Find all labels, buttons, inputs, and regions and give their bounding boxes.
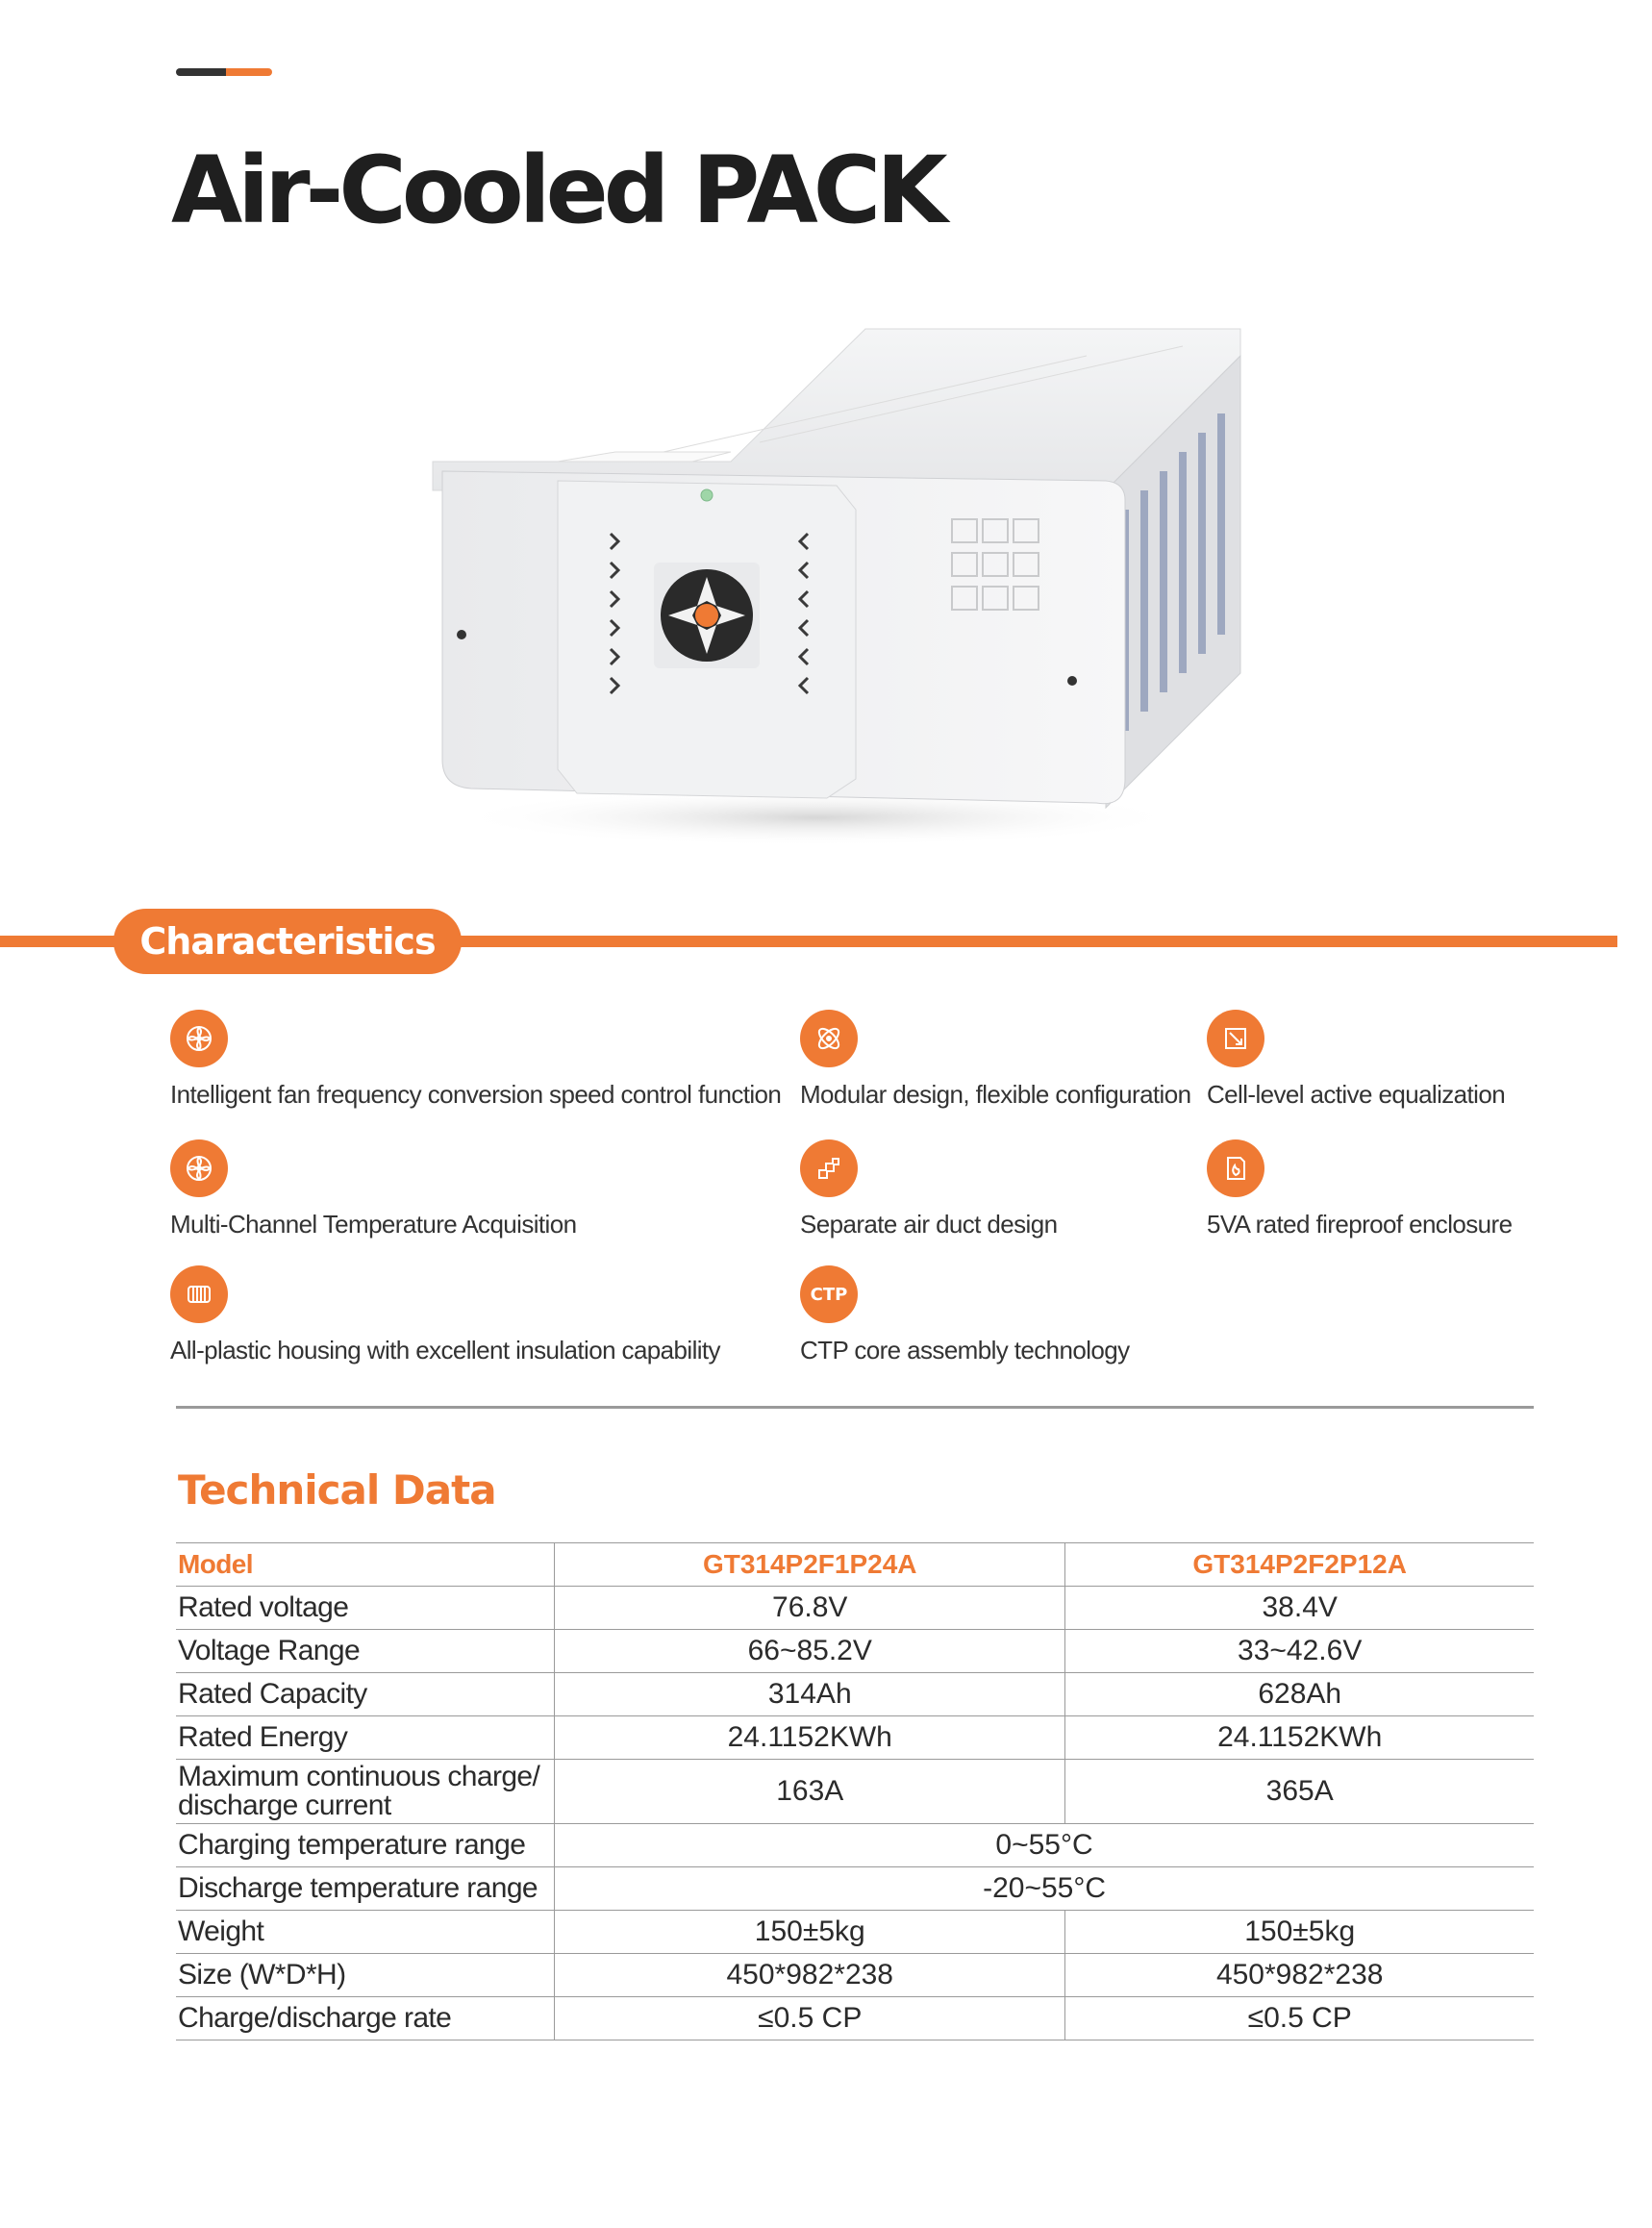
table-row <box>176 1760 1534 1824</box>
row-label: Discharge temperature range <box>176 1867 555 1911</box>
table-header-row <box>176 1543 1534 1587</box>
accent-bar-orange <box>226 68 272 76</box>
feature-label: Intelligent fan frequency conversion speed control function <box>170 1080 782 1109</box>
technical-data-table <box>176 1542 1534 2040</box>
row-value: 365A <box>1065 1760 1534 1824</box>
row-value: 314Ah <box>555 1673 1065 1716</box>
table-row <box>176 1867 1534 1911</box>
table-row <box>176 1911 1534 1954</box>
row-label: Size (W*D*H) <box>176 1954 555 1997</box>
row-value: 24.1152KWh <box>1065 1716 1534 1760</box>
table-row <box>176 1824 1534 1867</box>
table-header-cell: GT314P2F2P12A <box>1065 1543 1534 1587</box>
table-row <box>176 1954 1534 1997</box>
row-value: ≤0.5 CP <box>555 1997 1065 2040</box>
row-value: 163A <box>555 1760 1065 1824</box>
table-row <box>176 1716 1534 1760</box>
row-value: 24.1152KWh <box>555 1716 1065 1760</box>
row-label <box>176 1760 555 1824</box>
technical-data-heading: Technical Data <box>178 1466 496 1514</box>
row-label-line: discharge current <box>178 1790 391 1821</box>
row-label: Weight <box>176 1911 555 1954</box>
equalization-icon <box>1207 1010 1264 1067</box>
page-title: Air-Cooled PACK <box>171 137 943 244</box>
row-value: 450*982*238 <box>1065 1954 1534 1997</box>
row-value: 450*982*238 <box>555 1954 1065 1997</box>
row-value: 150±5kg <box>555 1911 1065 1954</box>
atom-icon <box>800 1010 858 1067</box>
table-header-cell: GT314P2F1P24A <box>555 1543 1065 1587</box>
row-label: Rated Capacity <box>176 1673 555 1716</box>
row-value: 66~85.2V <box>555 1630 1065 1673</box>
row-value: ≤0.5 CP <box>1065 1997 1534 2040</box>
row-label: Charge/discharge rate <box>176 1997 555 2040</box>
table-header-cell: Model <box>176 1543 555 1587</box>
ctp-icon <box>800 1265 858 1323</box>
row-label-line: Maximum continuous charge/ <box>178 1761 540 1792</box>
row-label: Charging temperature range <box>176 1824 555 1867</box>
row-value: 38.4V <box>1065 1587 1534 1630</box>
row-value: 628Ah <box>1065 1673 1534 1716</box>
decorative-accent-bar <box>176 68 272 76</box>
feature-label: 5VA rated fireproof enclosure <box>1207 1210 1513 1239</box>
air-duct-icon <box>800 1139 858 1197</box>
housing-icon <box>170 1265 228 1323</box>
table-row <box>176 1630 1534 1673</box>
row-label: Rated voltage <box>176 1587 555 1630</box>
feature-label: CTP core assembly technology <box>800 1336 1130 1364</box>
fan-icon <box>170 1139 228 1197</box>
table-row <box>176 1587 1534 1630</box>
battery-pack-image <box>413 317 1279 856</box>
feature-label: All-plastic housing with excellent insulation capability <box>170 1336 720 1364</box>
fan-icon <box>170 1010 228 1067</box>
feature-label: Modular design, flexible configuration <box>800 1080 1191 1109</box>
fireproof-icon <box>1207 1139 1264 1197</box>
section-divider <box>176 1406 1534 1409</box>
row-value: 33~42.6V <box>1065 1630 1534 1673</box>
characteristics-heading: Characteristics <box>113 909 462 974</box>
row-value-merged: 0~55°C <box>555 1824 1534 1867</box>
row-value: 76.8V <box>555 1587 1065 1630</box>
feature-label: Multi-Channel Temperature Acquisition <box>170 1210 577 1239</box>
feature-label: Separate air duct design <box>800 1210 1058 1239</box>
table-row <box>176 1997 1534 2040</box>
row-value: 150±5kg <box>1065 1911 1534 1954</box>
table-row <box>176 1673 1534 1716</box>
row-label: Rated Energy <box>176 1716 555 1760</box>
row-label: Voltage Range <box>176 1630 555 1673</box>
feature-label: Cell-level active equalization <box>1207 1080 1506 1109</box>
ctp-icon-text: CTP <box>810 1284 848 1305</box>
row-value-merged: -20~55°C <box>555 1867 1534 1911</box>
accent-bar-dark <box>176 68 226 76</box>
